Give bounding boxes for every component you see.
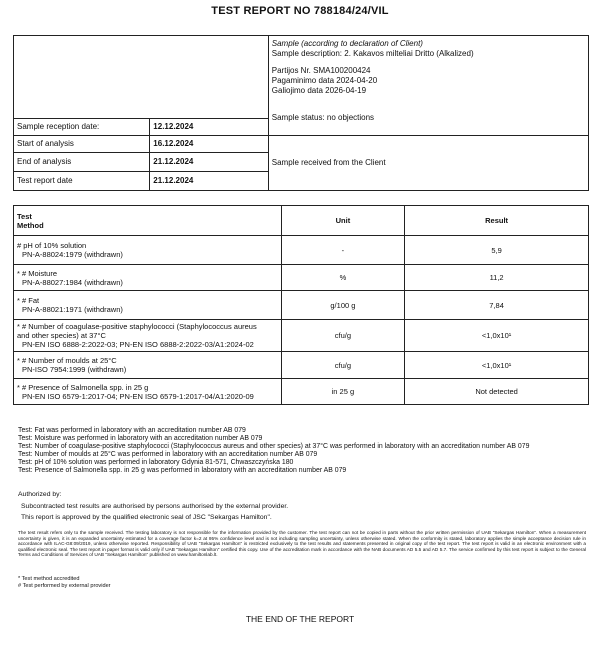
sample-header: Sample (according to declaration of Client) [271, 39, 423, 48]
table-row [14, 320, 589, 352]
authorization-line: This report is approved by the qualified electronic seal of JSC "Sekargas Hamilton". [21, 514, 272, 521]
empty-cell [14, 36, 269, 119]
test-name: * # Number of coagulase-positive staphylococci (Staphylococcus aureus and other species) at 37°C [17, 322, 257, 340]
sample-production-date: Pagaminimo data 2024-04-20 [271, 76, 378, 85]
test-unit: cfu/g [281, 352, 405, 379]
test-standard: PN-A-88021:1971 (withdrawn) [22, 305, 123, 314]
header-test-method [14, 206, 282, 236]
test-name: * # Number of moulds at 25°C [17, 356, 117, 365]
date-value: 16.12.2024 [150, 135, 268, 152]
sample-declaration-cell [268, 36, 588, 136]
date-value: 12.12.2024 [150, 118, 268, 135]
lab-note: Test: Presence of Salmonella spp. in 25 g was performed in laboratory with an accreditation number AB 079 [18, 467, 347, 474]
test-standard: PN-A-88027:1984 (withdrawn) [22, 277, 123, 287]
test-unit: g/100 g [281, 291, 405, 320]
date-label: Test report date [14, 171, 150, 190]
fine-print: The test result refers only to the sample received. The testing laboratory is not responsible for the information provided by the customer. The test report can not be copied in parts without the prior written permission of UAB "Sekargas Hamilton". When a measurement uncertainty is given, it is an expanded uncertainty estimated for a coverage factor k=2 at 95% confidence level and is not including sampling uncertainty, unless otherwise stated. When the conformity is stated, laboratory applies the simple acceptance decision rule in accordance with ILAC-G8:09/2019, unless otherwise reported. Responsibility of UAB "Sekargas Hamilton" is restricted exclusively to the test results and statements presented in original copy of the test report. The test report is valid in an electronic environment with a qualified electronic seal. The test report in paper format is valid only if UAB "Sekargas Hamilton" certified this copy. Use of the accreditation mark in accordance with the NAB documents AD 5.5 and AD 5.7. The service confirmed by this test report is subject to the General Terms and Conditions of Services of UAB "Sekargas Hamilton" published on www.hamiltonlab.lt. [18, 530, 586, 557]
test-standard: PN-ISO 7954:1999 (withdrawn) [22, 365, 127, 374]
lab-note: Test: Number of coagulase-positive staphylococci (Staphylococcus aureus and other species) at 37°C was performed in laboratory with an accreditation number AB 079 [18, 443, 530, 450]
lab-note: Test: Number of moulds at 25°C was performed in laboratory with an accreditation number AB 079 [18, 451, 318, 458]
date-value: 21.12.2024 [150, 171, 268, 190]
test-result: 11,2 [405, 265, 589, 291]
test-unit: cfu/g [281, 320, 405, 352]
sample-received: Sample received from the Client [271, 158, 386, 168]
test-standard: PN-A-88024:1979 (withdrawn) [22, 250, 123, 259]
sample-expiry-date: Galiojimo data 2026-04-19 [271, 86, 367, 95]
test-standard: PN-EN ISO 6579-1:2017-04; PN-EN ISO 6579-1:2017-04/A1:2020-09 [22, 391, 254, 401]
header-method: Method [17, 220, 44, 230]
test-unit: % [281, 265, 405, 291]
date-label: Sample reception date: [14, 118, 150, 135]
header-test: Test [17, 211, 32, 221]
sample-status: Sample status: no objections [271, 113, 375, 122]
lab-note: Test: Fat was performed in laboratory with an accreditation number AB 079 [18, 427, 246, 434]
test-name: * # Fat [17, 296, 40, 305]
legend [18, 576, 111, 590]
date-label: Start of analysis [14, 135, 150, 152]
test-name: # pH of 10% solution [17, 241, 87, 250]
test-name: * # Presence of Salmonella spp. in 25 g [17, 382, 149, 392]
legend-accredited: * Test method accredited [18, 576, 80, 582]
header-result: Result [405, 206, 589, 236]
end-of-report: THE END OF THE REPORT [245, 614, 355, 624]
sample-info-table [13, 35, 589, 191]
test-result: <1,0x10¹ [405, 320, 589, 352]
lab-note: Test: pH of 10% solution was performed in laboratory Gdynia 81-571, Chwaszczyńska 180 [18, 459, 294, 466]
test-name: * # Moisture [17, 268, 58, 278]
legend-external: # Test performed by external provider [18, 583, 111, 589]
table-row [14, 291, 589, 320]
test-unit: in 25 g [281, 379, 405, 405]
date-label: End of analysis [14, 152, 150, 171]
report-title: TEST REPORT NO 788184/24/VIL [211, 5, 389, 17]
date-value: 21.12.2024 [150, 152, 268, 171]
table-row [14, 379, 589, 405]
lab-note: Test: Moisture was performed in laboratory with an accreditation number AB 079 [18, 435, 263, 442]
authorization-block [18, 489, 288, 524]
test-result: 7,84 [405, 291, 589, 320]
test-result: <1,0x10¹ [405, 352, 589, 379]
sample-description: Sample description: 2. Kakavos milteliai Dritto (Alkalized) [271, 49, 474, 58]
test-unit: - [281, 236, 405, 265]
header-unit: Unit [281, 206, 405, 236]
authorization-line: Subcontracted test results are authorised by persons authorised by the external provider. [21, 502, 289, 510]
test-result: 5,9 [405, 236, 589, 265]
table-row [14, 236, 589, 265]
table-row [14, 352, 589, 379]
test-result: Not detected [405, 379, 589, 405]
sample-received-cell [268, 135, 588, 190]
test-results-table [13, 205, 589, 405]
test-standard: PN-EN ISO 6888-2:2022-03; PN-EN ISO 6888-2:2022-03/A1:2024-02 [22, 340, 254, 349]
sample-batch: Partijos Nr. SMA100200424 [271, 66, 371, 75]
authorization-heading: Authorized by: [18, 491, 62, 498]
table-row [14, 265, 589, 291]
lab-notes [18, 427, 529, 475]
